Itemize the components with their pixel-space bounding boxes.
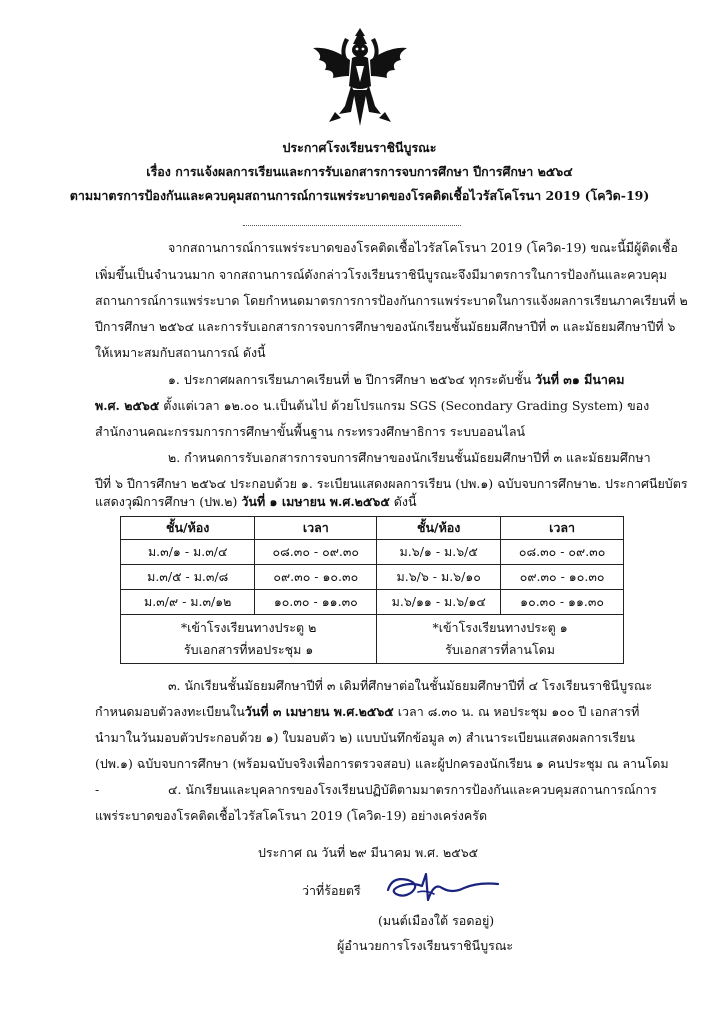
note-right (377, 615, 624, 664)
signer-name: (มนต์เมืองใต้ รอดอยู่) (378, 913, 495, 928)
intro-line-4: ปีการศึกษา ๒๕๖๔ และการรับเอกสารการจบการศึกษาของนักเรียนชั้นมัธยมศึกษาปีที่ ๓ และมัธยมศึกษาปีที่ ๖ (95, 319, 676, 334)
note-left-gate: *เข้าโรงเรียนทางประตู ๒ (180, 620, 317, 635)
table-note-row (121, 615, 624, 664)
garuda-emblem-icon (305, 26, 415, 134)
intro-line-2: เพิ่มขึ้นเป็นจำนวนมาก จากสถานการณ์ดังกล่าวโรงเรียนราชินีบูรณะจึงมีมาตรการในการป้องกันและควบคุม (95, 267, 668, 282)
item3-line-2 (95, 704, 640, 720)
announcement-subject: เรื่อง การแจ้งผลการเรียนและการรับเอกสารการจบการศึกษา ปีการศึกษา ๒๕๖๔ (146, 164, 573, 179)
announcement-measure: ตามมาตรการป้องกันและควบคุมสถานการณ์การแพร่ระบาดของโรคติดเชื้อไวรัสโคโรนา 2019 (โควิด-19) (69, 188, 650, 203)
item2-line-3 (95, 494, 417, 510)
table-cell: ๑๐.๓๐ - ๑๑.๓๐ (501, 590, 624, 615)
table-cell: ม.๓/๙ - ม.๓/๑๒ (121, 590, 255, 615)
table-cell: ๐๙.๓๐ - ๑๐.๓๐ (501, 565, 624, 590)
item2-doc-text: แสดงวุฒิการศึกษา (ปพ.๒) (95, 494, 242, 509)
header-divider (243, 225, 461, 226)
announce-date: ประกาศ ณ วันที่ ๒๙ มีนาคม พ.ศ. ๒๕๖๕ (258, 845, 479, 860)
table-row (121, 565, 624, 590)
schedule-header-cell: ชั้น/ห้อง (377, 517, 501, 540)
table-cell: ๑๐.๓๐ - ๑๑.๓๐ (255, 590, 377, 615)
note-left (121, 615, 377, 664)
table-row (121, 590, 624, 615)
table-cell: ๐๙.๓๐ - ๑๐.๓๐ (255, 565, 377, 590)
item2-line-1: ๒. กำหนดการรับเอกสารการจบการศึกษาของนักเรียนชั้นมัธยมศึกษาปีที่ ๓ และมัธยมศึกษา (168, 450, 651, 465)
intro-line-3: สถานการณ์การแพร่ระบาด โดยกำหนดมาตรการการป้องกันการแพร่ระบาดในการแจ้งผลการเรียนภาคเรียนที่ ๒ (95, 293, 688, 308)
item4-dash: - (95, 782, 100, 797)
item3-line-1: ๓. นักเรียนชั้นมัธยมศึกษาปีที่ ๓ เดิมที่ศึกษาต่อในชั้นมัธยมศึกษาปีที่ ๔ โรงเรียนราชินีบูรณะ (168, 678, 653, 693)
table-cell: ม.๖/๖ - ม.๖/๑๐ (377, 565, 501, 590)
note-right-place: รับเอกสารที่ลานโดม (445, 642, 556, 657)
item1-time-text: ตั้งแต่เวลา ๑๒.๐๐ น.เป็นต้นไป ด้วยโปรแกรม SGS (Secondary Grading System) ของ (159, 398, 650, 413)
schedule-header-row (121, 517, 624, 540)
table-cell: ๐๘.๓๐ - ๐๙.๓๐ (255, 540, 377, 565)
table-row (121, 540, 624, 565)
table-cell: ม.๓/๕ - ม.๓/๘ (121, 565, 255, 590)
intro-line-5: ให้เหมาะสมกับสถานการณ์ ดังนี้ (95, 345, 266, 360)
table-cell: ม.๖/๑ - ม.๖/๕ (377, 540, 501, 565)
item2-suffix: ดังนี้ (389, 494, 417, 509)
item3-line-4: (ปพ.๑) ฉบับจบการศึกษา (พร้อมฉบับจริงเพื่อการตรวจสอบ) และผู้ปกครองนักเรียน ๑ คนประชุม ณ ลานโดม (95, 756, 669, 771)
item3-date: วันที่ ๓ เมษายน พ.ศ.๒๕๖๕ (244, 704, 394, 719)
schedule-header-cell: เวลา (255, 517, 377, 540)
item1-date: วันที่ ๓๑ มีนาคม (535, 372, 625, 387)
intro-line-1: จากสถานการณ์การแพร่ระบาดของโรคติดเชื้อไวรัสโคโรนา 2019 (โควิด-19) ขณะนี้มีผู้ติดเชื้อ (168, 240, 678, 255)
signer-rank: ว่าที่ร้อยตรี (302, 883, 361, 898)
item4-line-2: แพร่ระบาดของโรคติดเชื้อไวรัสโคโรนา 2019 (โควิด-19) อย่างเคร่งครัด (95, 808, 488, 823)
item1-line-3: สำนักงานคณะกรรมการการศึกษาขั้นพื้นฐาน กระทรวงศึกษาธิการ ระบบออนไลน์ (95, 424, 526, 439)
item3-line-3: นำมาในวันมอบตัวประกอบด้วย ๑) ใบมอบตัว ๒) แบบบันทึกข้อมูล ๓) สำเนาระเบียนแสดงผลการเรียน (95, 730, 635, 745)
signer-position: ผู้อำนวยการโรงเรียนราชินีบูรณะ (337, 938, 514, 953)
table-cell: ม.๓/๑ - ม.๓/๔ (121, 540, 255, 565)
table-cell: ๐๘.๓๐ - ๐๙.๓๐ (501, 540, 624, 565)
schedule-header-cell: ชั้น/ห้อง (121, 517, 255, 540)
item1-line-2 (95, 398, 650, 414)
item4-line-1: ๔. นักเรียนและบุคลากรของโรงเรียนปฏิบัติตามมาตรการป้องกันและควบคุมสถานการณ์การ (168, 782, 657, 797)
item2-date: วันที่ ๑ เมษายน พ.ศ.๒๕๖๕ (241, 494, 390, 509)
schedule-header-cell: เวลา (501, 517, 624, 540)
note-right-gate: *เข้าโรงเรียนทางประตู ๑ (432, 620, 568, 635)
announcement-org: ประกาศโรงเรียนราชินีบูรณะ (282, 140, 437, 155)
item1-line-1 (168, 372, 623, 388)
item1-text: ๑. ประกาศผลการเรียนภาคเรียนที่ ๒ ปีการศึกษา ๒๕๖๔ ทุกระดับชั้น (168, 372, 536, 387)
item3-text: กำหนดมอบตัวลงทะเบียนใน (95, 704, 245, 719)
item3-time: เวลา ๘.๓๐ น. ณ หอประชุม ๑๐๐ ปี เอกสารที่ (393, 704, 640, 719)
item1-year: พ.ศ. ๒๕๖๕ (95, 398, 160, 413)
signature-icon (382, 870, 502, 904)
note-left-place: รับเอกสารที่หอประชุม ๑ (183, 642, 314, 657)
schedule-table (120, 516, 624, 664)
table-cell: ม.๖/๑๑ - ม.๖/๑๔ (377, 590, 501, 615)
item2-line-2: ปีที่ ๖ ปีการศึกษา ๒๕๖๔ ประกอบด้วย ๑. ระเบียนแสดงผลการเรียน (ปพ.๑) ฉบับจบการศึกษา๒. ประกาศนียบัตร (95, 476, 688, 491)
